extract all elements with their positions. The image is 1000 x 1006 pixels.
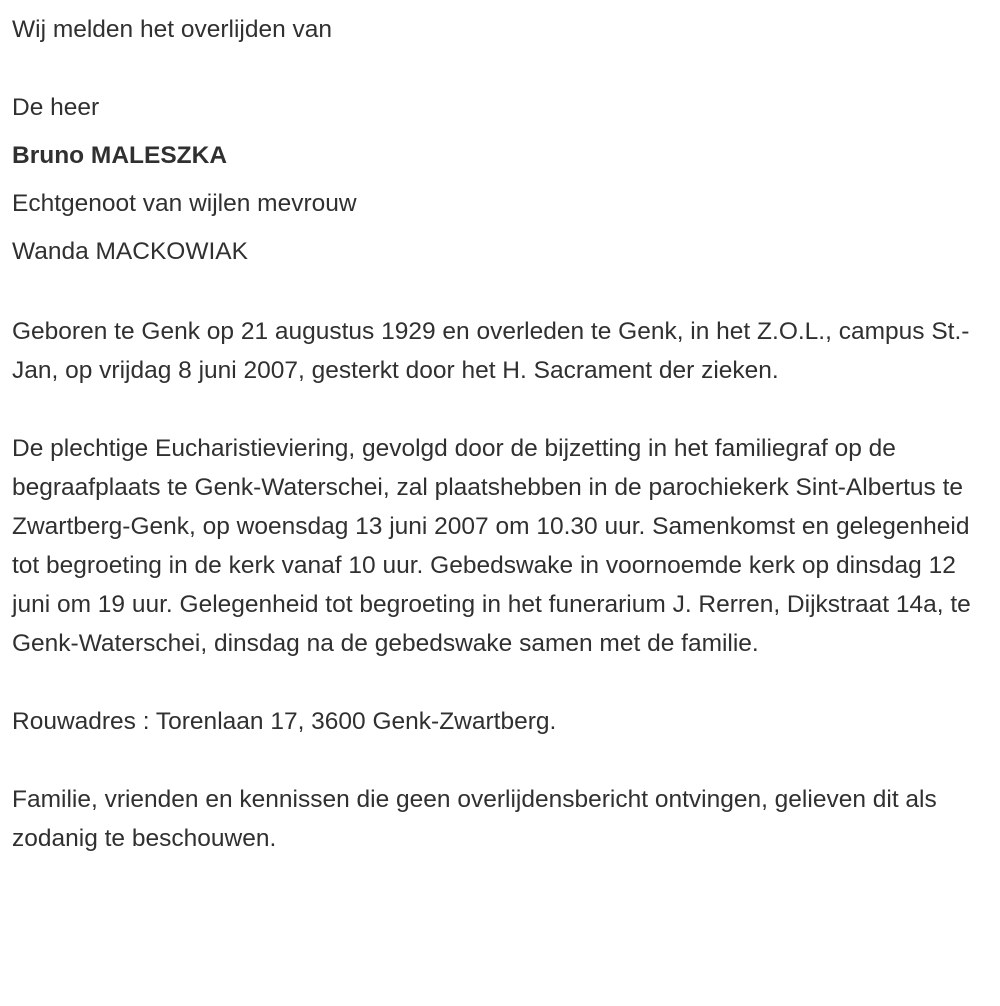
closing-paragraph: Familie, vrienden en kennissen die geen overlijdensbericht ontvingen, gelieven dit als zodanig te beschouwen. — [12, 786, 937, 852]
intro-line: Wij melden het overlijden van — [12, 16, 333, 43]
salutation-line: De heer — [12, 94, 100, 121]
birth-death-paragraph: Geboren te Genk op 21 augustus 1929 en overleden te Genk, in het Z.O.L., campus St.-Jan, op vrijdag 8 juni 2007, gesterkt door het H. Sacrament der zieken. — [12, 318, 970, 384]
relation-line: Echtgenoot van wijlen mevrouw — [12, 190, 357, 217]
mourning-address-line: Rouwadres : Torenlaan 17, 3600 Genk-Zwartberg. — [12, 708, 557, 735]
deceased-name: Bruno MALESZKA — [12, 142, 228, 169]
spouse-name: Wanda MACKOWIAK — [12, 238, 248, 265]
ceremony-paragraph: De plechtige Eucharistieviering, gevolgd door de bijzetting in het familiegraf op de begraafplaats te Genk-Waterschei, zal plaatshebben in de parochiekerk Sint-Albertus te Zwartberg-Genk, op woensdag 13 juni 2007 om 10.30 uur. Samenkomst en gelegenheid tot begroeting in de kerk vanaf 10 uur. Gebedswake in voornoemde kerk op dinsdag 12 juni om 19 uur. Gelegenheid tot begroeting in het funerarium J. Rerren, Dijkstraat 14a, te Genk-Waterschei, dinsdag na de gebedswake samen met de familie. — [12, 435, 971, 657]
